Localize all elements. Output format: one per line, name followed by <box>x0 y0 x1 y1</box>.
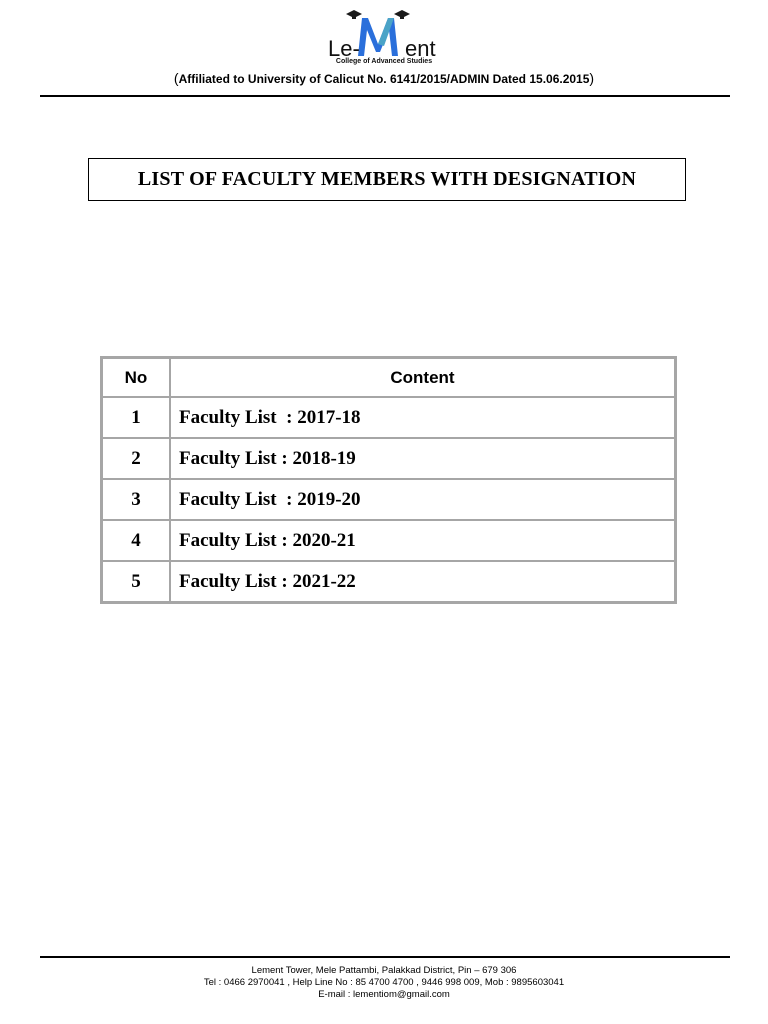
college-logo <box>322 6 446 68</box>
footer <box>0 965 768 1001</box>
affiliation-close-paren: ) <box>589 70 595 86</box>
row-number: 1 <box>102 397 171 438</box>
row-content-link[interactable]: Faculty List : 2017-18 <box>170 397 676 438</box>
affiliation-text: Affiliated to University of Calicut No. 6141/2015/ADMIN Dated 15.06.2015 <box>178 72 590 86</box>
column-header-content: Content <box>170 358 676 398</box>
row-number: 4 <box>102 520 171 561</box>
title-box <box>88 158 686 201</box>
logo-tagline: College of Advanced Studies <box>335 58 433 65</box>
column-header-no: No <box>102 358 171 398</box>
row-content-link[interactable]: Faculty List : 2019-20 <box>170 479 676 520</box>
affiliation-line <box>0 70 768 86</box>
contents-table <box>100 356 677 604</box>
row-number: 5 <box>102 561 171 603</box>
table-row[interactable] <box>102 561 676 603</box>
row-content-link[interactable]: Faculty List : 2018-19 <box>170 438 676 479</box>
footer-email[interactable]: E-mail : lementiom@gmail.com <box>318 989 450 1000</box>
logo-suffix: ent <box>405 36 436 61</box>
header-divider <box>40 95 730 97</box>
table-row[interactable] <box>102 397 676 438</box>
affiliation-open-paren: ( <box>173 70 179 86</box>
footer-phones: Tel : 0466 2970041 , Help Line No : 85 4700 4700 , 9446 998 009, Mob : 9895603041 <box>203 977 565 988</box>
row-number: 3 <box>102 479 171 520</box>
table-row[interactable] <box>102 479 676 520</box>
table-header-row <box>102 358 676 398</box>
row-content-link[interactable]: Faculty List : 2021-22 <box>170 561 676 603</box>
row-content-link[interactable]: Faculty List : 2020-21 <box>170 520 676 561</box>
row-number: 2 <box>102 438 171 479</box>
table-row[interactable] <box>102 520 676 561</box>
footer-divider <box>40 956 730 958</box>
page-title: LIST OF FACULTY MEMBERS WITH DESIGNATION <box>137 168 637 190</box>
table-row[interactable] <box>102 438 676 479</box>
logo-prefix: Le- <box>328 36 360 61</box>
footer-address: Lement Tower, Mele Pattambi, Palakkad District, Pin – 679 306 <box>251 965 517 976</box>
